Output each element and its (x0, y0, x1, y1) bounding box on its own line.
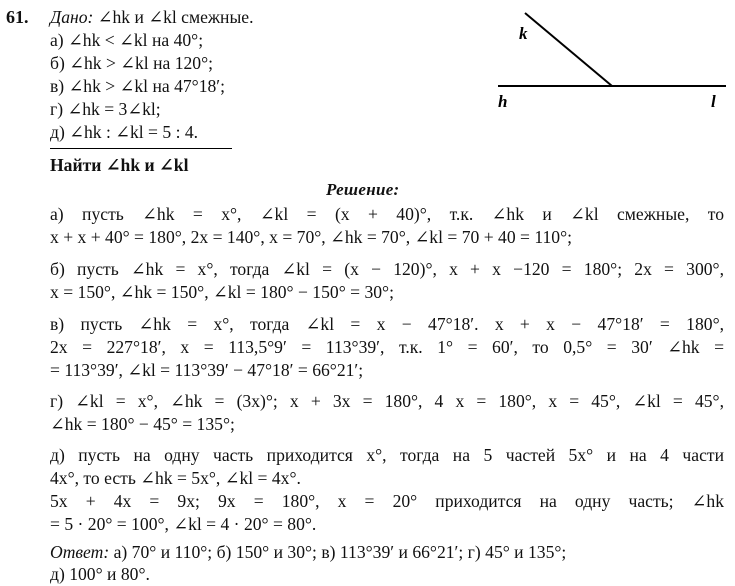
ray-label-h: h (498, 92, 508, 111)
solution-line-d2: ∠hk = 180° − 45° = 135°; (50, 414, 235, 434)
condition-b: б) ∠hk > ∠kl на 120°; (50, 53, 214, 73)
given-label: Дано: (50, 7, 94, 27)
problem-number: 61. (6, 7, 29, 27)
solution-line-e4: = 5 · 20° = 100°, ∠kl = 4 · 20° = 80°. (50, 514, 317, 534)
condition-d: г) ∠hk = 3∠kl; (50, 99, 161, 119)
solution-line-a2: x + x + 40° = 180°, 2x = 140°, x = 70°, ∠hk = 70°, ∠kl = 70 + 40 = 110°; (50, 227, 572, 247)
find-line: Найти ∠hk и ∠kl (50, 155, 189, 175)
solution-line-b1: б) пусть ∠hk = x°, тогда ∠kl = (x − 120)°, x + x −120 = 180°; 2x = 300°, (50, 259, 724, 279)
solution-title: Решение: (326, 180, 400, 199)
solution-line-c2: 2x = 227°18′, x = 113,5°9′ = 113°39′, т.к. 1° = 60′, то 0,5° = 30′ ∠hk = (50, 337, 724, 357)
answer-label: Ответ: (50, 542, 110, 562)
condition-e: д) ∠hk : ∠kl = 5 : 4. (50, 122, 199, 142)
ray-label-k: k (519, 24, 528, 43)
condition-a: а) ∠hk < ∠kl на 40°; (50, 30, 204, 50)
given-text: ∠hk и ∠kl смежные. (93, 7, 254, 27)
solution-line-e1: д) пусть на одну часть приходится x°, тогда на 5 частей 5x° и на 4 части (50, 445, 724, 465)
solution-line-c3: = 113°39′, ∠kl = 113°39′ − 47°18′ = 66°21′; (50, 360, 364, 380)
solution-line-a1: а) пусть ∠hk = x°, ∠kl = (x + 40)°, т.к. ∠hk и ∠kl смежные, то (50, 204, 724, 224)
solution-line-c1: в) пусть ∠hk = x°, тогда ∠kl = x − 47°18′. x + x − 47°18′ = 180°, (50, 314, 724, 334)
answer-text-1: а) 70° и 110°; б) 150° и 30°; в) 113°39′ и 66°21′; г) 45° и 135°; (109, 542, 567, 562)
answer-line (50, 541, 724, 563)
answer-line-2: д) 100° и 80°. (50, 564, 150, 584)
solution-line-d1: г) ∠kl = x°, ∠hk = (3x)°; x + 3x = 180°, 4 x = 180°, x = 45°, ∠kl = 45°, (50, 391, 724, 411)
solution-line-e2: 4x°, то есть ∠hk = 5x°, ∠kl = 4x°. (50, 468, 301, 488)
ray-label-l: l (711, 92, 716, 111)
condition-c: в) ∠hk > ∠kl на 47°18′; (50, 76, 226, 96)
solution-line-e3: 5x + 4x = 9x; 9x = 180°, x = 20° приходится на одну часть; ∠hk (50, 491, 724, 511)
solution-line-b2: x = 150°, ∠hk = 150°, ∠kl = 180° − 150° = 30°; (50, 282, 394, 302)
ray-k-line (525, 13, 612, 86)
